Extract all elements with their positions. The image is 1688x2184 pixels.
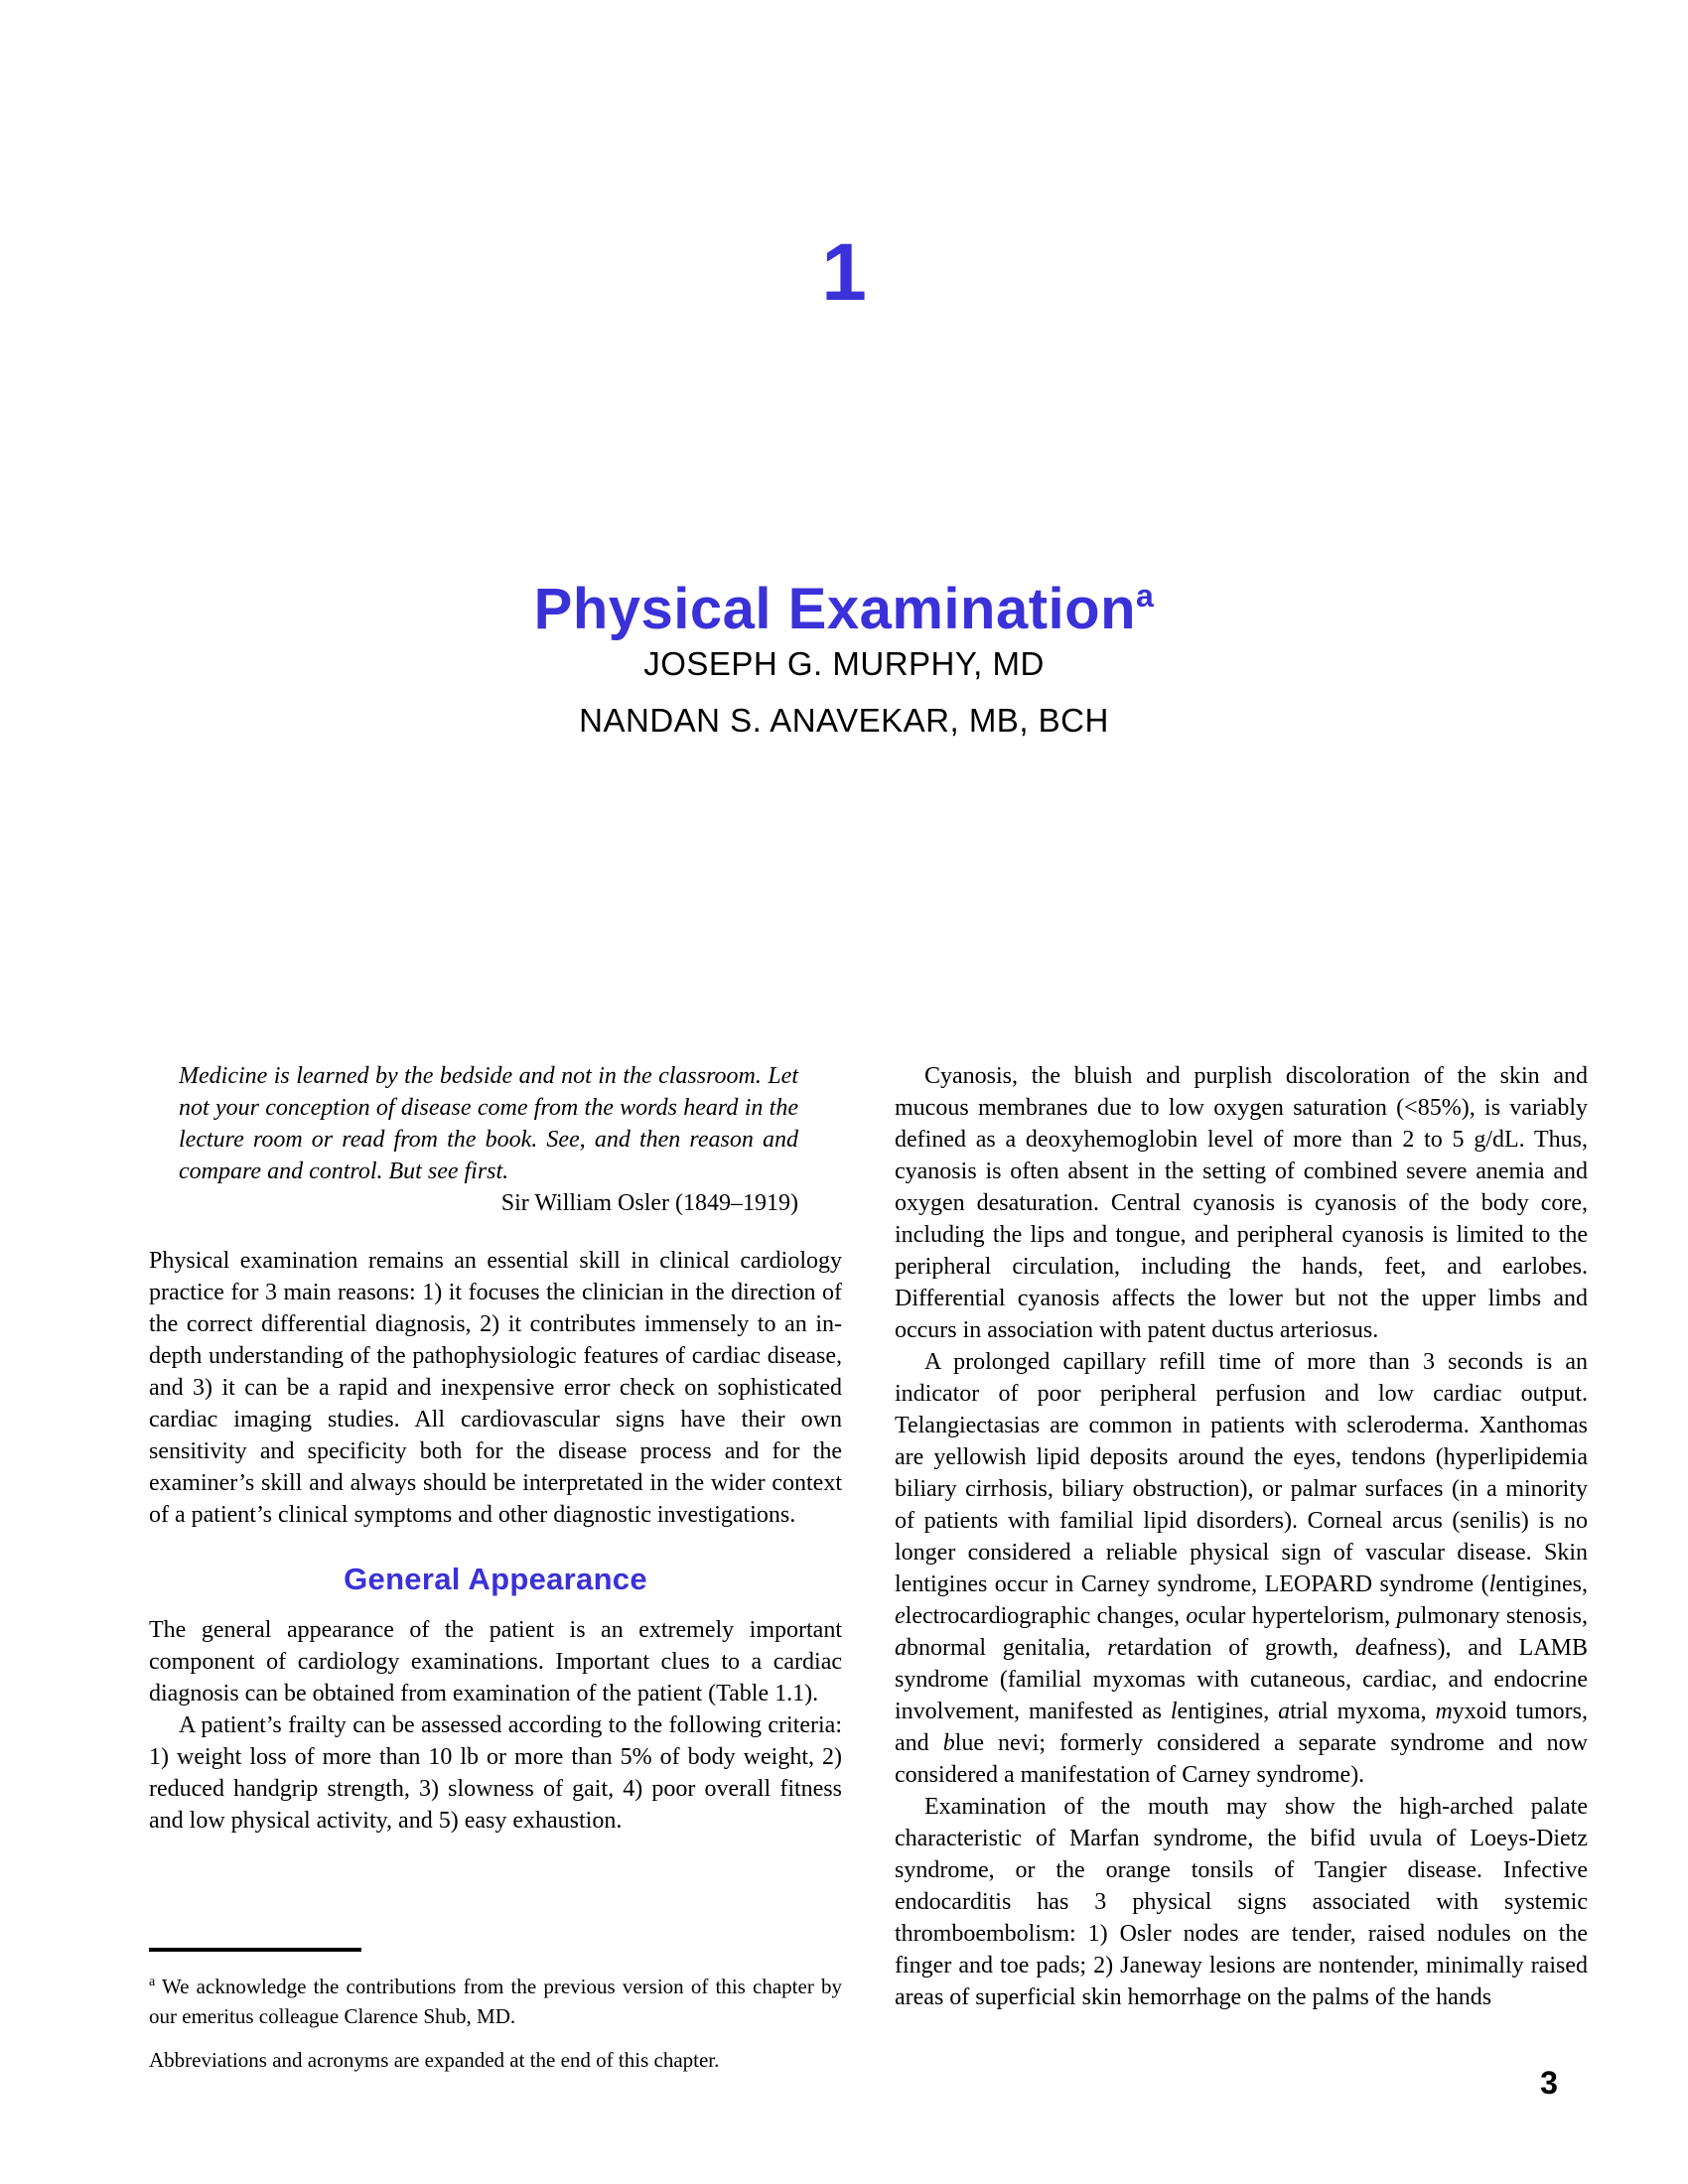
body-paragraph-capillary-refill: A prolonged capillary refill time of more than 3 seconds is an indicator of poor peripheral perfusion and low cardiac output. Telangiectasias are common in patients with scleroderma. Xanthomas are yellowish lipid deposits around the eyes, tendons (hyperlipidemia biliary cirrhosis, biliary obstruction), or palmar surfaces (in a minority of patients with familial lipid disorders). Corneal arcus (senilis) is no longer considered a reliable physical sign of vascular disease. Skin lentigines occur in Carney syndrome, LEOPARD syndrome (lentigines, electrocardiographic changes, ocular hypertelorism, pulmonary stenosis, abnormal genitalia, retardation of growth, deafness), and LAMB syndrome (familial myxomas with cutaneous, cardiac, and endocrine involvement, manifested as lentigines, atrial myxoma, myxoid tumors, and blue nevi; formerly considered a separate syndrome and now considered a manifestation of Carney syndrome). [895, 1349, 1589, 1788]
epigraph-quote: Medicine is learned by the bedside and not in the classroom. Let not your conception of disease come from the words heard in the lecture room or read from the book. See, and then reason and compare and control. But see first. [179, 1063, 798, 1184]
section-paragraph-general-appearance: The general appearance of the patient is an extremely important component of cardiology examinations. Important clues to a cardiac diagnosis can be obtained from examination of the patient (Table 1.1). [149, 1617, 842, 1706]
chapter-title-text: Physical Examination [533, 577, 1137, 641]
intro-paragraph: Physical examination remains an essential skill in clinical cardiology practice for 3 main reasons: 1) it focuses the clinician in the direction of the correct differential diagnosis, 2) it contributes immensely to an in-depth understanding of the pathophysiologic features of cardiac disease, and 3) it can be a rapid and inexpensive error check on sophisticated cardiac imaging studies. All cardiovascular signs have their own sensitivity and specificity both for the disease process and for the examiner’s skill and always should be interpretated in the wider context of a patient’s clinical symptoms and other diagnostic investigations. [149, 1248, 842, 1528]
left-column [149, 1060, 842, 1837]
author-line-1: JOSEPH G. MURPHY, MD [643, 645, 1045, 682]
section-heading-general-appearance: General Appearance [344, 1562, 647, 1596]
footnote-acknowledgment-text: We acknowledge the contributions from the previous version of this chapter by our emeritus colleague Clarence Shub, MD. [149, 1975, 843, 2028]
author-line-2: NANDAN S. ANAVEKAR, MB, BCH [579, 702, 1109, 739]
footnote-divider [149, 1948, 361, 1952]
epigraph-attribution: Sir William Osler (1849–1919) [500, 1190, 798, 1216]
footnote-abbreviations: Abbreviations and acronyms are expanded at the end of this chapter. [149, 2048, 720, 2072]
right-column [895, 1060, 1588, 2013]
body-paragraph-mouth-examination: Examination of the mouth may show the high-arched palate characteristic of Marfan syndrome, the bifid uvula of Loeys-Dietz syndrome, or the orange tonsils of Tangier disease. Infective endocarditis has 3 physical signs associated with systemic thromboembolism: 1) Osler nodes are tender, raised nodules on the finger and toe pads; 2) Janeway lesions are nontender, minimally raised areas of superficial skin hemorrhage on the palms of the hands [895, 1794, 1588, 2010]
chapter-title [0, 564, 1688, 641]
body-paragraph-cyanosis: Cyanosis, the bluish and purplish discoloration of the skin and mucous membranes due to low oxygen saturation (<85%), is variably defined as a deoxyhemoglobin level of more than 2 to 5 g/dL. Thus, cyanosis is often absent in the setting of combined severe anemia and oxygen desaturation. Central cyanosis is cyanosis of the body core, including the lips and tongue, and peripheral cyanosis is limited to the peripheral circulation, including the hands, feet, and earlobes. Differential cyanosis affects the lower but not the upper limbs and occurs in association with patent ductus arteriosus. [895, 1063, 1588, 1343]
footnote-block [149, 1948, 842, 2075]
page-number: 3 [1540, 2065, 1558, 2101]
footnote-marker: a [149, 1975, 156, 1989]
author-block [0, 635, 1688, 749]
footnote-acknowledgment [149, 1968, 842, 2031]
section-paragraph-frailty: A patient’s frailty can be assessed according to the following criteria: 1) weight loss of more than 10 lb or more than 5% of body weight, 2) reduced handgrip strength, 3) slowness of gait, 4) poor overall fitness and low physical activity, and 5) easy exhaustion. [149, 1712, 842, 1834]
chapter-number: 1 [821, 227, 867, 318]
title-footnote-marker: a [1136, 578, 1155, 614]
